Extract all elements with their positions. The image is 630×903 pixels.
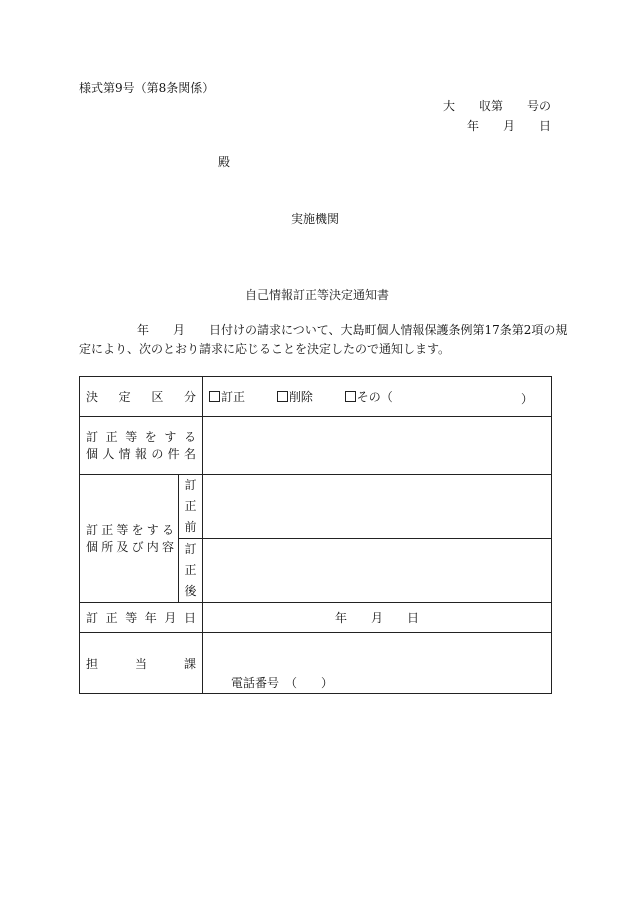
checkbox-icon [209,391,220,402]
issuer-label: 実施機関 [291,212,340,226]
option-deletion[interactable]: 削除 [277,390,327,404]
decision-table [79,376,552,694]
row-decision [80,377,552,417]
phone-number: 電話番号 （ ） [231,676,334,690]
row-location-before [80,475,552,539]
location-label: 訂正等をする 個所及び内容 [80,475,179,603]
option-other[interactable]: その（ [345,390,407,404]
department-value[interactable] [203,633,552,694]
subject-value[interactable] [203,417,552,475]
document-number: 大 収第 号の [442,99,551,113]
correction-date-label: 訂正等年月日 [80,603,203,633]
row-date [80,603,552,633]
addressee-suffix: 殿 [218,155,231,169]
decision-label: 決定区分 [80,377,203,417]
correction-date-value[interactable]: 年 月 日 [203,603,552,633]
document-title: 自己情報訂正等決定通知書 [245,288,390,302]
decision-options [203,377,552,417]
checkbox-icon [277,391,288,402]
after-correction-value[interactable] [203,539,552,603]
before-correction-label: 訂 正 前 [179,475,203,539]
subject-label: 訂正等をする 個人情報の件名 [80,417,203,475]
form-number: 様式第9号（第8条関係） [79,81,215,95]
before-correction-value[interactable] [203,475,552,539]
row-subject [80,417,552,475]
body-line-1: 年 月 日付けの請求について、大島町個人情報保護条例第17条第2項の規 [137,323,568,337]
checkbox-icon [345,391,356,402]
after-correction-label: 訂 正 後 [179,539,203,603]
issue-date: 年 月 日 [466,119,551,133]
row-department [80,633,552,694]
body-line-2: 定により、次のとおり請求に応じることを決定したので通知します。 [79,342,451,356]
option-correction[interactable]: 訂正 [209,390,259,404]
department-label: 担当課 [80,633,203,694]
other-close-paren: ） [520,392,533,406]
